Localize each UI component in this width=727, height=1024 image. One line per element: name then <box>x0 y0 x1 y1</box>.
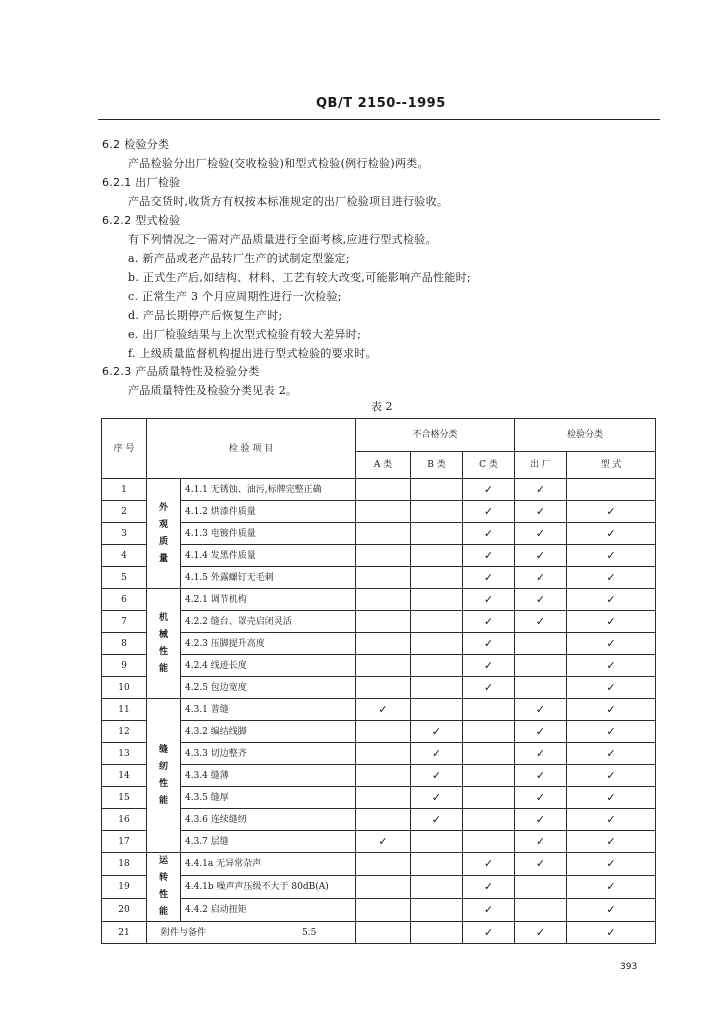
table-row <box>102 922 656 944</box>
row-number: 11 <box>102 699 147 721</box>
class-b-mark <box>411 831 463 853</box>
table-row <box>102 523 656 545</box>
row-number: 9 <box>102 655 147 677</box>
factory-mark: ✓ <box>515 922 567 944</box>
body-line: f. 上级质量监督机构提出进行型式检验的要求时。 <box>128 347 377 360</box>
table-row <box>102 765 656 787</box>
class-c-mark: ✓ <box>463 611 515 633</box>
class-c-mark: ✓ <box>463 479 515 501</box>
row-item: 4.1.2 烘漆件质量 <box>181 501 356 523</box>
group-label-mechanical <box>147 589 181 699</box>
table-caption: 表 2 <box>371 400 393 413</box>
class-b-mark <box>411 899 463 922</box>
class-b-mark: ✓ <box>411 721 463 743</box>
row-number: 14 <box>102 765 147 787</box>
header-factory: 出 厂 <box>515 452 567 479</box>
class-b-mark <box>411 501 463 523</box>
class-c-mark <box>463 743 515 765</box>
row-item: 4.3.1 普缝 <box>181 699 356 721</box>
row-number: 17 <box>102 831 147 853</box>
body-line: c. 正常生产 3 个月应周期性进行一次检验; <box>128 290 342 303</box>
row-number: 19 <box>102 876 147 899</box>
table-row <box>102 479 656 501</box>
row-item: 4.2.3 压脚提升高度 <box>181 633 356 655</box>
class-c-mark: ✓ <box>463 545 515 567</box>
row-item: 4.3.5 缝厚 <box>181 787 356 809</box>
group-char: 性 <box>158 778 168 789</box>
section-heading: 6.2.3 产品质量特性及检验分类 <box>102 365 260 378</box>
class-c-mark: ✓ <box>463 633 515 655</box>
row-item: 4.2.1 调节机构 <box>181 589 356 611</box>
factory-mark: ✓ <box>515 545 567 567</box>
type-mark: ✓ <box>567 765 656 787</box>
row-number: 10 <box>102 677 147 699</box>
class-c-mark: ✓ <box>463 655 515 677</box>
group-char: 运 <box>158 856 168 866</box>
row-item: 4.4.1b 噪声声压级不大于 80dB(A) <box>181 876 356 899</box>
row-number: 5 <box>102 567 147 589</box>
class-b-mark <box>411 876 463 899</box>
class-a-mark <box>356 765 411 787</box>
header-nonconformity: 不合格分类 <box>356 419 515 452</box>
class-b-mark <box>411 853 463 876</box>
header-class-a: A 类 <box>356 452 411 479</box>
body-line: 产品质量特性及检验分类见表 2。 <box>128 384 298 397</box>
factory-mark: ✓ <box>515 501 567 523</box>
class-a-mark <box>356 922 411 944</box>
row-number: 2 <box>102 501 147 523</box>
factory-mark: ✓ <box>515 589 567 611</box>
factory-mark: ✓ <box>515 567 567 589</box>
class-a-mark <box>356 721 411 743</box>
class-c-mark: ✓ <box>463 876 515 899</box>
class-b-mark: ✓ <box>411 787 463 809</box>
class-b-mark: ✓ <box>411 765 463 787</box>
header-rule <box>98 119 660 120</box>
class-a-mark <box>356 523 411 545</box>
table-row <box>102 699 656 721</box>
row-number: 12 <box>102 721 147 743</box>
table-row <box>102 853 656 876</box>
group-char: 观 <box>158 519 168 530</box>
class-a-mark: ✓ <box>356 831 411 853</box>
factory-mark: ✓ <box>515 831 567 853</box>
row-item: 4.3.2 编结线脚 <box>181 721 356 743</box>
section-heading: 6.2.2 型式检验 <box>102 214 181 227</box>
group-char: 性 <box>158 646 168 657</box>
factory-mark: ✓ <box>515 765 567 787</box>
class-b-mark <box>411 611 463 633</box>
factory-mark <box>515 633 567 655</box>
row-item: 4.3.6 连续缝纫 <box>181 809 356 831</box>
factory-mark: ✓ <box>515 721 567 743</box>
factory-mark <box>515 655 567 677</box>
row-item: 4.3.4 缝薄 <box>181 765 356 787</box>
factory-mark <box>515 876 567 899</box>
type-mark: ✓ <box>567 831 656 853</box>
row-item: 4.1.5 外露螺钉无毛刺 <box>181 567 356 589</box>
page-header: QB/T 2150--1995 <box>316 96 446 111</box>
type-mark: ✓ <box>567 633 656 655</box>
type-mark: ✓ <box>567 611 656 633</box>
factory-mark: ✓ <box>515 699 567 721</box>
group-char: 能 <box>158 795 168 806</box>
class-c-mark <box>463 699 515 721</box>
type-mark: ✓ <box>567 922 656 944</box>
row-item: 4.4.2 启动扭矩 <box>181 899 356 922</box>
group-char: 械 <box>158 629 168 640</box>
row-item: 4.1.1 无锈蚀、油污,标牌完整正确 <box>181 479 356 501</box>
class-b-mark <box>411 589 463 611</box>
body-line: 产品检验分出厂检验(交收检验)和型式检验(例行检验)两类。 <box>128 157 429 170</box>
type-mark <box>567 479 656 501</box>
class-a-mark <box>356 809 411 831</box>
class-c-mark: ✓ <box>463 523 515 545</box>
row-number: 15 <box>102 787 147 809</box>
class-a-mark <box>356 853 411 876</box>
group-char: 量 <box>158 553 168 564</box>
factory-mark: ✓ <box>515 479 567 501</box>
type-mark: ✓ <box>567 787 656 809</box>
body-line: 产品交货时,收货方有权按本标准规定的出厂检验项目进行验收。 <box>128 195 449 208</box>
section-heading: 6.2 检验分类 <box>102 138 170 151</box>
group-label-appearance <box>147 479 181 589</box>
factory-mark <box>515 899 567 922</box>
type-mark: ✓ <box>567 589 656 611</box>
row-number: 1 <box>102 479 147 501</box>
class-a-mark <box>356 899 411 922</box>
class-b-mark: ✓ <box>411 743 463 765</box>
page-number: 393 <box>620 962 638 972</box>
class-c-mark: ✓ <box>463 677 515 699</box>
group-char: 缝 <box>158 744 168 755</box>
type-mark: ✓ <box>567 809 656 831</box>
row-number: 21 <box>102 922 147 944</box>
class-c-mark: ✓ <box>463 501 515 523</box>
row-item: 4.1.4 发黑件质量 <box>181 545 356 567</box>
factory-mark <box>515 677 567 699</box>
row-number: 3 <box>102 523 147 545</box>
row-item: 4.2.2 缝台、罩壳启闭灵活 <box>181 611 356 633</box>
class-b-mark: ✓ <box>411 809 463 831</box>
table-row <box>102 611 656 633</box>
table-row <box>102 501 656 523</box>
section-heading: 6.2.1 出厂检验 <box>102 176 181 189</box>
type-mark: ✓ <box>567 567 656 589</box>
table-row <box>102 655 656 677</box>
factory-mark: ✓ <box>515 809 567 831</box>
class-b-mark <box>411 655 463 677</box>
table-row <box>102 899 656 922</box>
header-class-b: B 类 <box>411 452 463 479</box>
class-a-mark <box>356 545 411 567</box>
class-a-mark <box>356 611 411 633</box>
class-c-mark <box>463 765 515 787</box>
class-a-mark <box>356 633 411 655</box>
row-number: 8 <box>102 633 147 655</box>
header-seq: 序 号 <box>102 419 147 479</box>
class-b-mark <box>411 633 463 655</box>
accessories-label: 附件与备件 <box>161 927 207 938</box>
class-b-mark <box>411 523 463 545</box>
table-row <box>102 787 656 809</box>
class-c-mark: ✓ <box>463 567 515 589</box>
class-c-mark <box>463 831 515 853</box>
class-a-mark <box>356 743 411 765</box>
factory-mark: ✓ <box>515 743 567 765</box>
class-a-mark <box>356 479 411 501</box>
row-number: 18 <box>102 853 147 876</box>
class-b-mark <box>411 677 463 699</box>
group-char: 外 <box>158 502 168 513</box>
inspection-table <box>101 418 656 944</box>
body-line: a. 新产品或老产品转厂生产的试制定型鉴定; <box>128 252 350 265</box>
accessories-clause: 5.5 <box>302 927 317 938</box>
factory-mark: ✓ <box>515 611 567 633</box>
factory-mark: ✓ <box>515 523 567 545</box>
class-b-mark <box>411 922 463 944</box>
group-char: 转 <box>158 873 168 883</box>
class-c-mark <box>463 721 515 743</box>
table-row <box>102 743 656 765</box>
table-row <box>102 831 656 853</box>
table-row <box>102 809 656 831</box>
class-b-mark <box>411 479 463 501</box>
class-b-mark <box>411 545 463 567</box>
group-char: 能 <box>158 907 168 917</box>
row-number: 16 <box>102 809 147 831</box>
type-mark: ✓ <box>567 655 656 677</box>
row-number: 4 <box>102 545 147 567</box>
class-a-mark <box>356 677 411 699</box>
body-line: 有下列情况之一需对产品质量进行全面考核,应进行型式检验。 <box>128 233 437 246</box>
body-line: d. 产品长期停产后恢复生产时; <box>128 309 283 322</box>
type-mark: ✓ <box>567 699 656 721</box>
class-b-mark <box>411 699 463 721</box>
class-c-mark: ✓ <box>463 899 515 922</box>
factory-mark: ✓ <box>515 853 567 876</box>
body-line: e. 出厂检验结果与上次型式检验有较大差异时; <box>128 328 362 341</box>
class-a-mark <box>356 787 411 809</box>
row-item: 4.3.7 层缝 <box>181 831 356 853</box>
row-item: 4.2.4 线迹长度 <box>181 655 356 677</box>
group-char: 性 <box>158 890 168 900</box>
class-c-mark: ✓ <box>463 589 515 611</box>
class-a-mark <box>356 655 411 677</box>
class-c-mark: ✓ <box>463 922 515 944</box>
class-a-mark <box>356 876 411 899</box>
class-a-mark <box>356 589 411 611</box>
group-label-running <box>147 853 181 922</box>
type-mark: ✓ <box>567 876 656 899</box>
type-mark: ✓ <box>567 721 656 743</box>
class-a-mark: ✓ <box>356 699 411 721</box>
row-item: 4.3.3 切边整齐 <box>181 743 356 765</box>
table-row <box>102 633 656 655</box>
type-mark: ✓ <box>567 523 656 545</box>
class-c-mark: ✓ <box>463 853 515 876</box>
table-row <box>102 545 656 567</box>
type-mark: ✓ <box>567 677 656 699</box>
type-mark: ✓ <box>567 899 656 922</box>
group-char: 质 <box>158 536 168 547</box>
group-label-sewing <box>147 699 181 853</box>
row-item: 4.2.5 包边宽度 <box>181 677 356 699</box>
type-mark: ✓ <box>567 545 656 567</box>
class-b-mark <box>411 567 463 589</box>
row-item: 4.1.3 电镀件质量 <box>181 523 356 545</box>
table-row <box>102 589 656 611</box>
row-number: 20 <box>102 899 147 922</box>
row-number: 13 <box>102 743 147 765</box>
group-char: 纫 <box>158 761 168 772</box>
body-line: b. 正式生产后,如结构、材料、工艺有较大改变,可能影响产品性能时; <box>128 271 471 284</box>
factory-mark: ✓ <box>515 787 567 809</box>
row-item <box>147 922 356 944</box>
header-class-c: C 类 <box>463 452 515 479</box>
table-row <box>102 876 656 899</box>
row-number: 7 <box>102 611 147 633</box>
header-item: 检 验 项 目 <box>147 419 356 479</box>
row-number: 6 <box>102 589 147 611</box>
group-char: 能 <box>158 663 168 674</box>
class-a-mark <box>356 501 411 523</box>
header-type: 型 式 <box>567 452 656 479</box>
type-mark: ✓ <box>567 743 656 765</box>
table-row <box>102 721 656 743</box>
type-mark: ✓ <box>567 501 656 523</box>
row-item: 4.4.1a 无异常杂声 <box>181 853 356 876</box>
class-c-mark <box>463 809 515 831</box>
type-mark: ✓ <box>567 853 656 876</box>
table-row <box>102 677 656 699</box>
class-c-mark <box>463 787 515 809</box>
table-row <box>102 567 656 589</box>
group-char: 机 <box>158 612 168 623</box>
header-inspection-class: 检验分类 <box>515 419 656 452</box>
class-a-mark <box>356 567 411 589</box>
